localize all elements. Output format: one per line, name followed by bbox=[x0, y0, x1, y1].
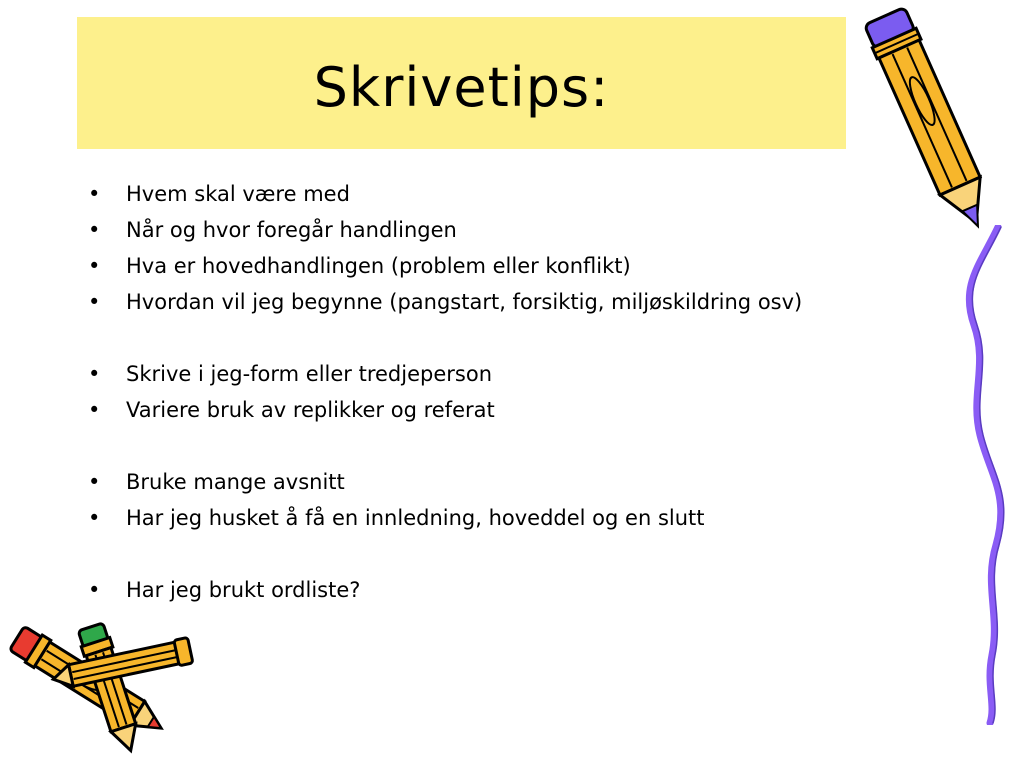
bullet-dot: • bbox=[88, 470, 101, 494]
bullet-dot: • bbox=[88, 398, 101, 422]
bullet-item bbox=[88, 464, 802, 500]
bullet-dot: • bbox=[88, 362, 101, 386]
bullet-dot: • bbox=[88, 218, 101, 242]
bullet-dot: • bbox=[88, 506, 101, 530]
pencil-icon bbox=[862, 4, 1002, 242]
bullet-item bbox=[88, 176, 802, 212]
bullet-text: Bruke mange avsnitt bbox=[126, 470, 345, 494]
bullet-text: Har jeg brukt ordliste? bbox=[126, 578, 361, 602]
bullet-dot: • bbox=[88, 254, 101, 278]
bullet-item bbox=[88, 248, 802, 284]
bullet-text: Har jeg husket å få en innledning, hoveddel og en slutt bbox=[126, 506, 705, 530]
slide-title: Skrivetips: bbox=[313, 55, 610, 119]
squiggle-line-icon bbox=[940, 225, 1020, 725]
bullet-text: Hvordan vil jeg begynne (pangstart, forsiktig, miljøskildring osv) bbox=[126, 290, 803, 314]
bullet-list bbox=[88, 176, 802, 608]
bullet-text: Når og hvor foregår handlingen bbox=[126, 218, 457, 242]
bullet-text: Hvem skal være med bbox=[126, 182, 350, 206]
bullet-item bbox=[88, 284, 802, 320]
crossed-pencils-icon bbox=[0, 620, 205, 760]
bullet-dot: • bbox=[88, 290, 101, 314]
bullet-item bbox=[88, 392, 802, 428]
bullet-dot: • bbox=[88, 182, 101, 206]
bullet-text: Skrive i jeg-form eller tredjeperson bbox=[126, 362, 493, 386]
bullet-item bbox=[88, 500, 802, 536]
bullet-item bbox=[88, 356, 802, 392]
bullet-text: Hva er hovedhandlingen (problem eller konflikt) bbox=[126, 254, 631, 278]
bullet-text: Variere bruk av replikker og referat bbox=[126, 398, 495, 422]
title-box bbox=[77, 17, 846, 149]
bullet-item bbox=[88, 572, 802, 608]
bullet-dot: • bbox=[88, 578, 101, 602]
bullet-item bbox=[88, 212, 802, 248]
